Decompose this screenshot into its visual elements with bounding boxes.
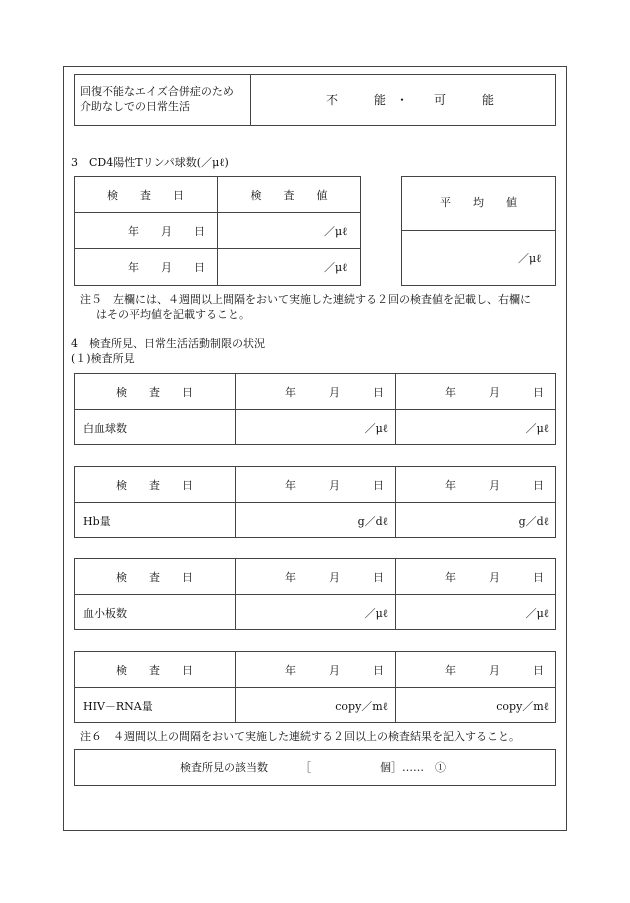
lab-item-label: Hb量 (83, 515, 111, 528)
lab-table-col-line (235, 466, 236, 538)
option-separator: ・ (396, 93, 409, 107)
lab-table-divider (74, 594, 556, 595)
count-open-bracket: ［ (300, 761, 311, 774)
average-unit[interactable]: ／μℓ (518, 252, 542, 265)
lab-table-col-line (235, 373, 236, 445)
option-possible[interactable]: 可 能 (434, 93, 507, 107)
note5-line2: はその平均値を記載すること。 (96, 308, 250, 321)
option-impossible[interactable]: 不 能 (326, 93, 399, 107)
lab-table-divider (74, 687, 556, 688)
lab-table-col-line (235, 651, 236, 723)
lab-table-col-line (395, 373, 396, 445)
cd4-col-date: 検 査 日 (107, 189, 184, 202)
lab-date-2[interactable]: 年 月 日 (445, 664, 544, 677)
lab-date-1[interactable]: 年 月 日 (285, 386, 384, 399)
lab-item-label: 血小板数 (83, 607, 127, 620)
lab-date-2[interactable]: 年 月 日 (445, 479, 544, 492)
cd4-unit-2[interactable]: ／μℓ (324, 261, 348, 274)
average-header: 平 均 値 (440, 196, 517, 209)
lab-date-2[interactable]: 年 月 日 (445, 386, 544, 399)
lab-table-divider (74, 502, 556, 503)
lab-value-1[interactable]: ／μℓ (364, 422, 388, 435)
note5-line1: 注５ 左欄には、４週間以上間隔をおいて実施した連続する２回の検査値を記載し、右欄に (80, 293, 531, 306)
section3-heading: 3 CD4陽性Tリンパ球数(／μℓ) (71, 156, 229, 169)
section4-heading: 4 検査所見、日常生活活動制限の状況 (71, 337, 265, 350)
lab-item-label: 白血球数 (83, 422, 127, 435)
lab-table-divider (74, 409, 556, 410)
lab-value-1[interactable]: copy／mℓ (335, 700, 388, 713)
count-close: 個］…… ① (380, 761, 446, 774)
count-input[interactable] (316, 760, 376, 774)
average-table (401, 176, 556, 286)
lab-date-1[interactable]: 年 月 日 (285, 664, 384, 677)
section4-sub1: (１)検査所見 (71, 352, 135, 365)
lab-date-label: 検 査 日 (116, 386, 193, 399)
cd4-col-value: 検 査 値 (250, 189, 328, 202)
lab-date-2[interactable]: 年 月 日 (445, 571, 544, 584)
lab-value-2[interactable]: ／μℓ (525, 422, 549, 435)
adl-label-line1: 回復不能なエイズ合併症のため (80, 85, 234, 98)
lab-table-col-line (395, 466, 396, 538)
count-box (74, 749, 556, 786)
lab-item-label: HIV－RNA量 (83, 700, 153, 713)
cd4-date-2[interactable]: 年 月 日 (128, 261, 205, 274)
lab-table-col-line (395, 558, 396, 630)
cd4-date-1[interactable]: 年 月 日 (128, 225, 205, 238)
lab-date-label: 検 査 日 (116, 571, 193, 584)
lab-date-label: 検 査 日 (116, 479, 193, 492)
lab-value-2[interactable]: g／dℓ (518, 515, 549, 528)
lab-date-label: 検 査 日 (116, 664, 193, 677)
lab-value-2[interactable]: copy／mℓ (496, 700, 549, 713)
lab-table-col-line (395, 651, 396, 723)
count-label: 検査所見の該当数 (180, 761, 268, 774)
adl-label-line2: 介助なしでの日常生活 (80, 100, 190, 113)
lab-value-2[interactable]: ／μℓ (525, 607, 549, 620)
cd4-unit-1[interactable]: ／μℓ (324, 225, 348, 238)
lab-date-1[interactable]: 年 月 日 (285, 571, 384, 584)
lab-date-1[interactable]: 年 月 日 (285, 479, 384, 492)
lab-table-col-line (235, 558, 236, 630)
note6: 注６ ４週間以上の間隔をおいて実施した連続する２回以上の検査結果を記入すること。 (80, 730, 520, 743)
lab-value-1[interactable]: g／dℓ (357, 515, 388, 528)
lab-value-1[interactable]: ／μℓ (364, 607, 388, 620)
